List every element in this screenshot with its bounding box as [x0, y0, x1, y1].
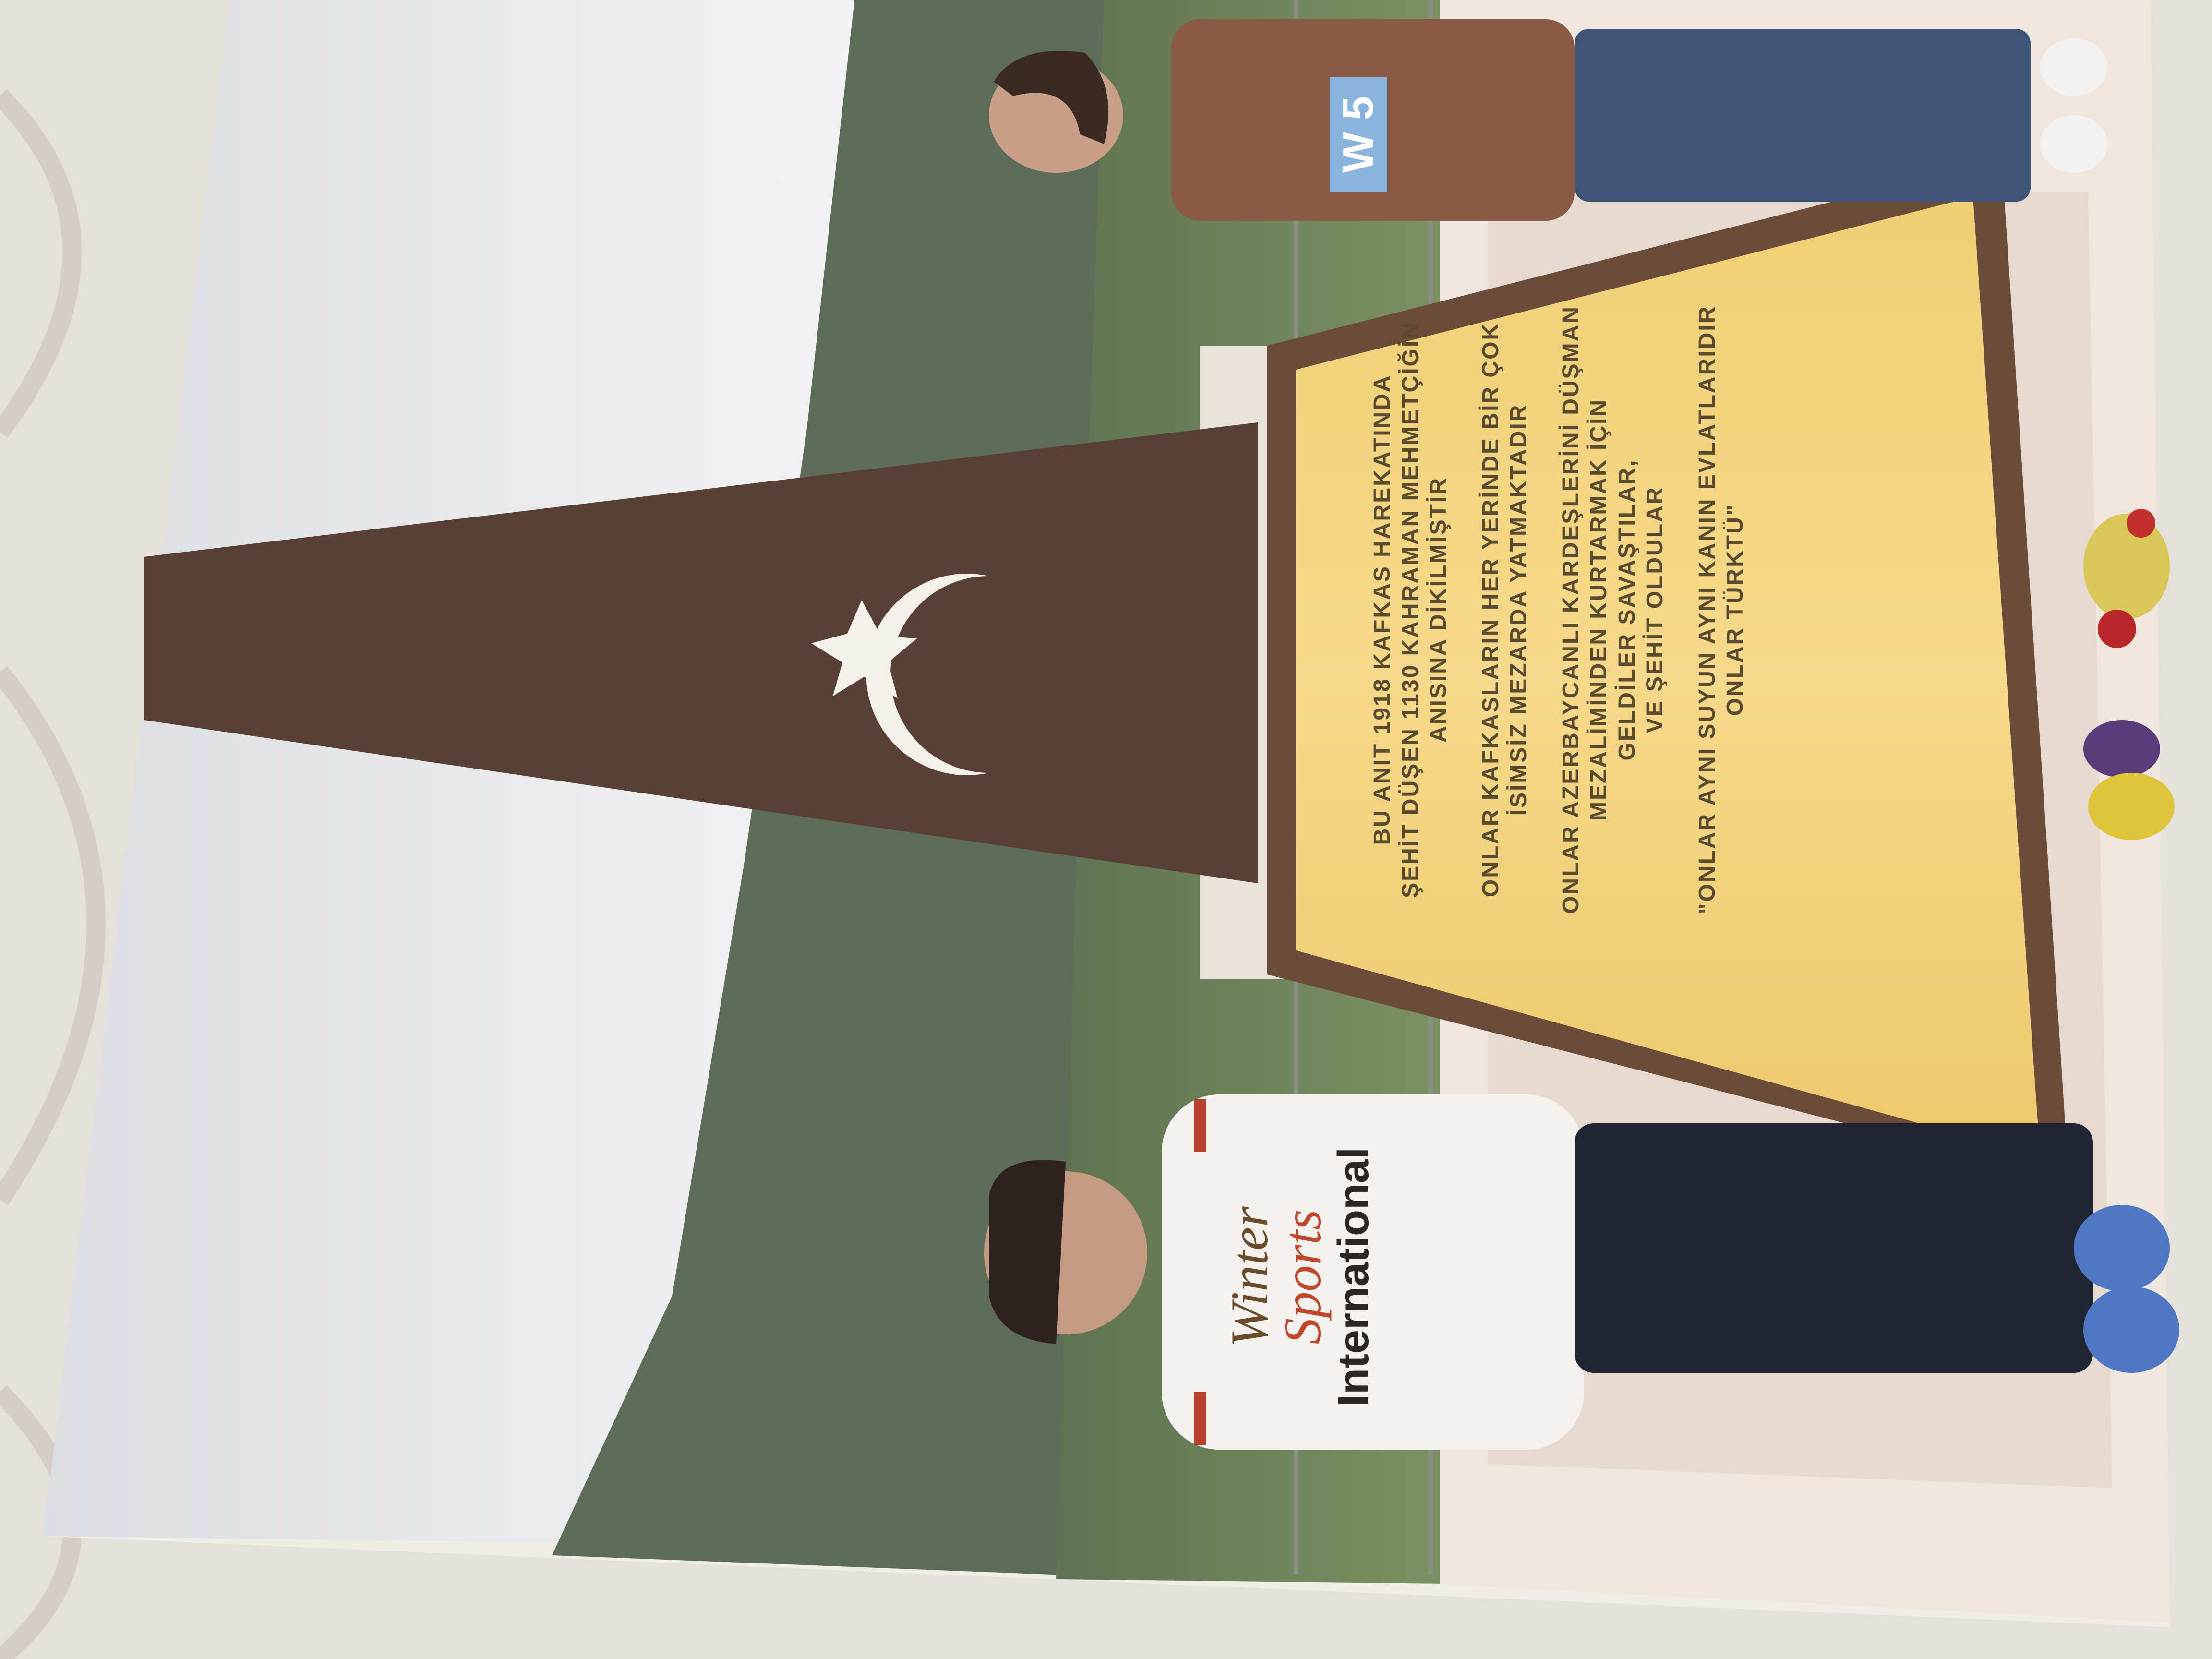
inscription-paragraph-4: "ONLAR AYNI SUYUN AYNI KANIN EVLATLARIDIR ONLAR TÜRKTÜ" — [1694, 305, 1748, 914]
front-boy-jeans — [1575, 1123, 2093, 1373]
shirt-patch-text: W 5 — [1334, 96, 1382, 173]
front-boy-shoe — [2083, 1286, 2179, 1373]
flower-bunch-yellow — [2083, 514, 2170, 619]
front-boy-shoe — [2074, 1205, 2170, 1291]
inscription-paragraph-2: ONLAR KAFKASLARIN HER YERİNDE BİR ÇOK İSİMSİZ MEZARDA YATMAKTADIR — [1478, 322, 1532, 898]
inscription-paragraph-1: BU ANIT 1918 KAFKAS HAREKATINDA ŞEHİT DÜŞEN 1130 KAHRAMAN MEHMETÇİĞİN ANISINA DİKİLMİŞTİR — [1369, 321, 1452, 898]
front-boy-hair — [989, 1160, 1066, 1344]
flower-bunch-yellow — [2088, 773, 2175, 840]
back-boy-shoe — [2040, 115, 2107, 173]
back-boy-shoe — [2040, 38, 2107, 96]
flower-red — [2127, 509, 2155, 538]
shirt-print-international: International — [1330, 1147, 1378, 1407]
plaque-inscription — [1286, 101, 1833, 1118]
shirt-print-sports: Sports — [1273, 1209, 1332, 1345]
shirt-print-winter: Winter — [1220, 1206, 1279, 1347]
flower-red — [2098, 610, 2136, 648]
inscription-paragraph-3: ONLAR AZERBAYCANLI KARDEŞLERİNİ DÜŞMAN MEZALİMİNDEN KURTARMAK İÇİN GELDİLER SAVAŞTILAR, VE ŞEHİT OLDULAR — [1558, 305, 1668, 914]
flower-bunch-purple — [2083, 720, 2160, 778]
